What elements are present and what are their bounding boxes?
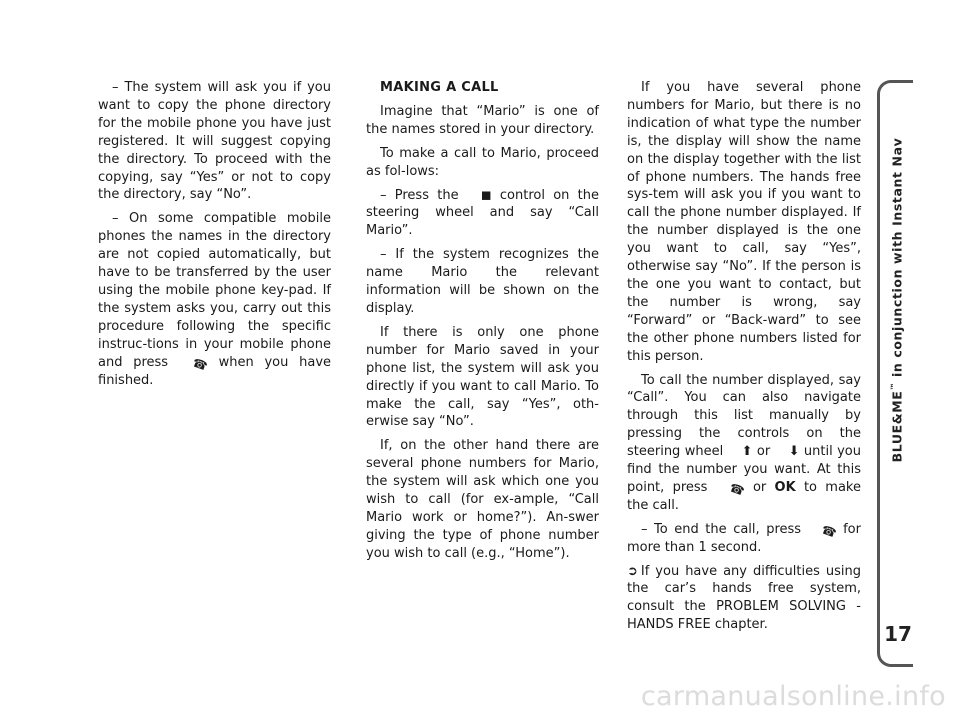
- page-number: 17: [884, 622, 912, 646]
- text-segment: – On some compatible mobile phones the names in the directory are not copied automatically, but have to be transferred by the user using the mobile phone key-pad. If the system asks you, carry out this procedure following the specific instruc-tions in your mobile phone and press: [98, 211, 331, 370]
- phone-icon: ☎: [190, 354, 210, 374]
- title-part: BLUE&ME: [889, 390, 905, 463]
- arrow-up-icon: ⬆: [741, 444, 753, 460]
- voice-command-icon: ◼: [480, 187, 492, 203]
- text-segment: To call the number displayed, say “Call”. You can also navigate through this list manually by pressing the controls on the steering wheel: [627, 372, 861, 460]
- trademark-mark: ™: [889, 381, 899, 391]
- text-segment: when you have finished.: [98, 354, 332, 388]
- text-segment: – Press the: [380, 187, 467, 203]
- paragraph-no-type: If you have several phone numbers for Mario, but there is no indication of what type the number is, the display will show the name on the display together with the list of phone numbers. The hands free sys-tem will ask you if you want to call the phone number displayed. If the number displayed is the one you want to call, say “Yes”, otherwise say “No”. If the person is the one you want to contact, but the number is wrong, say “Forward” or “Back-ward” to see the other phone numbers listed for this person.: [627, 80, 861, 364]
- text-segment: to make the call.: [627, 479, 861, 513]
- title-part: in conjunction with Instant Nav: [889, 137, 905, 382]
- watermark: carmanualsonline.info: [640, 681, 946, 712]
- column-right: [627, 79, 861, 640]
- paragraph-navigate-list: [627, 372, 861, 515]
- chapter-side-title: [889, 138, 904, 463]
- ok-key-label: OK: [774, 479, 796, 495]
- text-segment: until you find the number you want. At this point, press: [627, 444, 861, 495]
- paragraph-manual-transfer: [98, 210, 331, 389]
- paragraph-single-number: If there is only one phone number for Mario saved in your phone list, the system will ask you directly if you want to call Mario. To make the call, say “Yes”, oth-erwise say “No”.: [366, 324, 599, 430]
- tip-arrow-icon: ➲: [627, 563, 638, 579]
- text-segment: or: [752, 444, 775, 460]
- column-left: [98, 79, 331, 395]
- arrow-down-icon: ⬇: [788, 444, 800, 460]
- paragraph-intro: Imagine that “Mario” is one of the names stored in your directory.: [366, 103, 599, 137]
- paragraph-tip: [627, 563, 861, 635]
- text-segment: control on the steering wheel and say “Call Mario”.: [366, 187, 599, 239]
- text-segment: for more than 1 second.: [627, 521, 861, 555]
- phone-icon: ☎: [727, 480, 747, 499]
- phone-icon: ☎: [819, 522, 839, 541]
- column-middle: [366, 79, 599, 569]
- paragraph-press-control: [366, 187, 599, 241]
- paragraph-several-numbers: If, on the other hand there are several phone numbers for Mario, the system will ask which one you wish to call (for ex-ample, “Call Mario work or home?”). An-swer giving the type of phone number you wish to call (e.g., “Home”).: [366, 438, 599, 561]
- paragraph-end-call: [627, 521, 861, 557]
- section-heading: MAKING A CALL: [380, 80, 499, 95]
- text-segment: – To end the call, press: [641, 521, 808, 537]
- text-segment: If you have any difficulties using the car’s hands free system, consult the PROBLEM SOLVING - HANDS FREE chapter.: [627, 563, 861, 633]
- paragraph-recognize: – If the system recognizes the name Mario the relevant information will be shown on the display.: [366, 247, 599, 316]
- paragraph-copy-directory: – The system will ask you if you want to copy the phone directory for the mobile phone you have just registered. It will suggest copying the directory. To proceed with the copying, say “Yes” or not to copy the directory, say “No”.: [98, 80, 331, 203]
- paragraph-proceed: To make a call to Mario, proceed as fol-lows:: [366, 145, 599, 179]
- text-segment: or: [744, 479, 775, 495]
